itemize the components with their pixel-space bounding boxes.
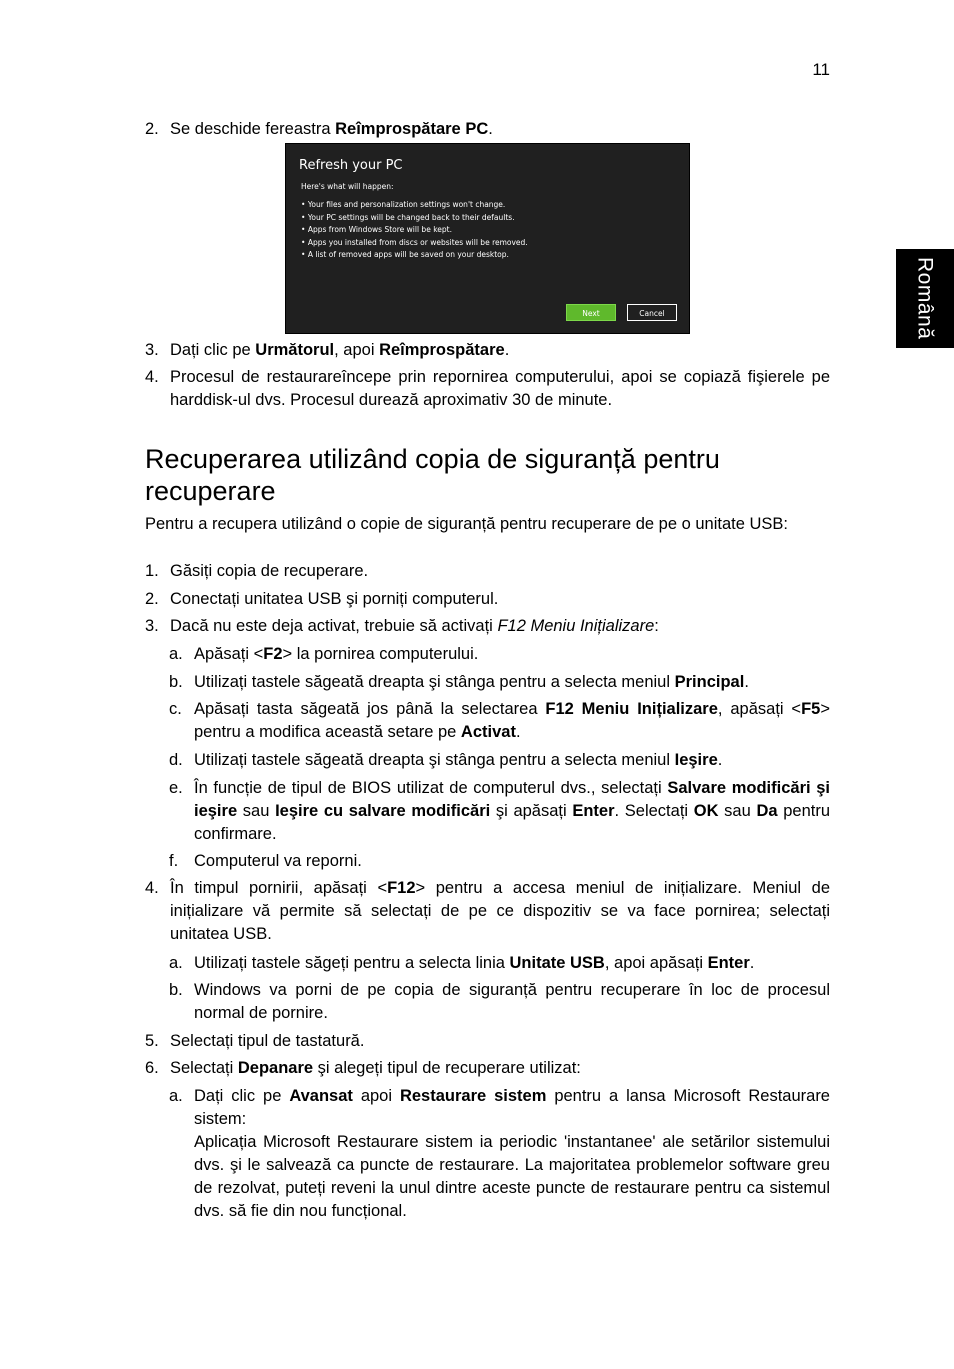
step-bold: Salvare modificări şi ieşire: [194, 779, 831, 820]
step-text: În timpul pornirii, apăsați <: [170, 879, 388, 897]
substep-3c: [169, 698, 830, 744]
step-bold: Ieşire: [674, 751, 718, 769]
step-bold: F12 Meniu Inițializare: [545, 700, 718, 718]
substep-4b: [169, 979, 830, 1025]
dialog-bullet: • Apps you installed from discs or websites will be removed.: [301, 237, 528, 250]
step-text: Windows va porni de pe copia de siguranță pentru recuperare în loc de procesul normal de pornire.: [194, 981, 830, 1022]
step-3-activate-f12: [145, 615, 830, 638]
step-text: .: [515, 723, 521, 741]
substep-4a: [169, 952, 830, 975]
cancel-button[interactable]: Cancel: [627, 304, 677, 321]
step-text: Utilizați tastele săgeată dreapta şi stânga pentru a selecta meniul: [194, 751, 675, 769]
language-tab-label: Română: [913, 257, 937, 340]
step-2-connect-usb: [145, 588, 830, 611]
step-italic: F12 Meniu Inițializare: [497, 617, 655, 635]
step-number: 4.: [145, 879, 159, 897]
substep-letter: c.: [169, 700, 182, 718]
step-text: Dați clic pe: [170, 341, 256, 359]
substep-3d: [169, 749, 830, 772]
dialog-bullet: • Apps from Windows Store will be kept.: [301, 224, 528, 237]
substep-3b: [169, 671, 830, 694]
step-text: , apoi apăsați: [604, 954, 708, 972]
step-6-troubleshoot: [145, 1057, 830, 1080]
step-bold: Enter: [707, 954, 750, 972]
substep-letter: f.: [169, 852, 179, 870]
section-intro: Pentru a recupera utilizând o copie de siguranță pentru recuperare de pe o unitate USB:: [145, 515, 788, 533]
step-text: > pentru a modifica această setare pe: [194, 700, 830, 741]
step-number: 2.: [145, 120, 159, 138]
step-bold: F12: [387, 879, 416, 897]
step-text: Apăsați <: [194, 645, 264, 663]
step-text: Conectați unitatea USB şi porniți computerul.: [170, 590, 499, 608]
step-3-click-next: [145, 339, 830, 362]
step-text: Apăsați tasta săgeată jos până la selectarea: [194, 700, 546, 718]
step-bold: F5: [801, 700, 821, 718]
step-text: Dacă nu este deja activat, trebuie să activați: [170, 617, 498, 635]
step-text: şi alegeți tipul de recuperare utilizat:: [313, 1059, 581, 1077]
step-text: sau: [718, 802, 757, 820]
step-text: .: [504, 341, 510, 359]
substep-letter: b.: [169, 673, 183, 691]
step-text: .: [749, 954, 755, 972]
step-text: Dați clic pe: [194, 1087, 290, 1105]
step-text: .: [744, 673, 749, 691]
step-bold: F2: [263, 645, 283, 663]
step-number: 3.: [145, 617, 159, 635]
step-1-find-copy: [145, 560, 830, 583]
step-text: > pentru a accesa meniul de inițializare. Meniul de inițializare vă permite să selectați de pe ce dispozitiv se va face pornirea; selectați unitatea USB.: [170, 879, 830, 943]
substep-letter: b.: [169, 981, 183, 999]
step-number: 3.: [145, 341, 159, 359]
step-number: 6.: [145, 1059, 159, 1077]
page-number: 11: [812, 60, 830, 79]
step-bold: Unitate USB: [509, 954, 605, 972]
step-bold: Reîmprospătare: [379, 341, 505, 359]
step-text: Computerul va reporni.: [194, 852, 362, 870]
dialog-title: Refresh your PC: [299, 158, 403, 173]
step-2-window-opens: [145, 118, 830, 141]
substep-letter: e.: [169, 779, 183, 797]
dialog-bullet: • Your PC settings will be changed back to their defaults.: [301, 212, 528, 225]
step-text: Selectați: [170, 1059, 238, 1077]
step-bold: Ieşire cu salvare modificări: [275, 802, 491, 820]
step-bold: Avansat: [289, 1087, 353, 1105]
section-heading: Recuperarea utilizând copia de siguranță pentru recuperare: [145, 444, 720, 506]
substep-letter: a.: [169, 1087, 183, 1105]
dialog-bullet-list: [301, 199, 528, 262]
substep-6a: [169, 1085, 830, 1223]
step-number: 4.: [145, 368, 159, 386]
step-text: :: [654, 617, 659, 635]
step-bold: Depanare: [237, 1059, 314, 1077]
refresh-pc-screenshot: [285, 143, 690, 334]
step-bold: OK: [693, 802, 719, 820]
step-4-restore-process: [145, 366, 830, 412]
step-text: Selectați tipul de tastatură.: [170, 1032, 365, 1050]
step-bold: Reîmprospătare PC: [335, 120, 489, 138]
step-text: .: [488, 120, 493, 138]
step-text: apoi: [352, 1087, 400, 1105]
system-restore-description: Aplicația Microsoft Restaurare sistem ia periodic 'instantanee' ale setărilor sistemului dvs. şi le salvează ca puncte de restaurare. La majoritatea problemelor software greu de rezolvat, puteți reveni la unul dintre aceste puncte de restaurare pentru ca sistemul dvs. să fie din nou funcțional.: [194, 1133, 830, 1220]
step-bold: Enter: [572, 802, 615, 820]
step-text: , apoi: [334, 341, 380, 359]
substep-letter: a.: [169, 645, 183, 663]
step-text: pentru confirmare.: [194, 802, 831, 843]
step-text: .: [717, 751, 723, 769]
step-bold: Activat: [460, 723, 516, 741]
substep-letter: d.: [169, 751, 183, 769]
step-text: Utilizați tastele săgeți pentru a selecta linia: [194, 954, 510, 972]
step-text: Găsiți copia de recuperare.: [170, 562, 369, 580]
step-bold: Restaurare sistem: [399, 1087, 547, 1105]
step-bold: Da: [756, 802, 778, 820]
step-text: Se deschide fereastra: [170, 120, 336, 138]
step-number: 5.: [145, 1032, 159, 1050]
step-bold: Principal: [674, 673, 745, 691]
step-5-keyboard: [145, 1030, 830, 1053]
step-text: > la pornirea computerului.: [282, 645, 479, 663]
step-4-press-f12: [145, 877, 830, 946]
next-button[interactable]: Next: [566, 304, 616, 321]
dialog-bullet: • A list of removed apps will be saved on your desktop.: [301, 249, 528, 262]
substep-3f: [169, 850, 830, 873]
substep-3e: [169, 777, 830, 846]
language-tab: [896, 249, 954, 348]
step-text: , apăsați <: [717, 700, 802, 718]
step-text: Procesul de restaurareîncepe prin repornirea computerului, apoi se copiază fişierele pe harddisk-ul dvs. Procesul durează aproximativ 30 de minute.: [170, 368, 830, 409]
step-text: sau: [237, 802, 276, 820]
step-number: 2.: [145, 590, 159, 608]
step-text: Utilizați tastele săgeată dreapta şi stânga pentru a selecta meniul: [194, 673, 675, 691]
step-bold: Următorul: [255, 341, 335, 359]
substep-letter: a.: [169, 954, 183, 972]
step-number: 1.: [145, 562, 159, 580]
substep-3a: [169, 643, 830, 666]
dialog-intro: Here's what will happen:: [301, 182, 394, 191]
dialog-bullet: • Your files and personalization settings won't change.: [301, 199, 528, 212]
step-text: pentru a lansa Microsoft Restaurare sistem:: [194, 1087, 830, 1128]
step-text: şi apăsați: [490, 802, 573, 820]
step-text: În funcție de tipul de BIOS utilizat de computerul dvs., selectați: [194, 779, 668, 797]
step-text: . Selectați: [614, 802, 694, 820]
